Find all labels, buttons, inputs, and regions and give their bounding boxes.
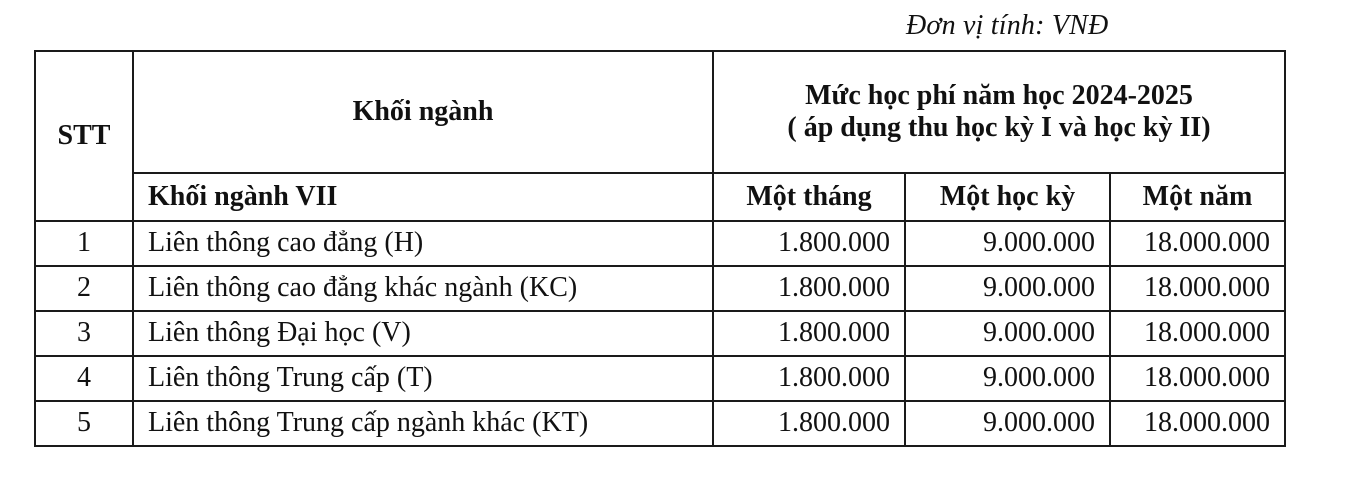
- row-name: Liên thông cao đẳng (H): [133, 221, 713, 266]
- fee-header-line-1: Mức học phí năm học 2024-2025: [805, 79, 1193, 111]
- row-month-fee: 1.800.000: [713, 266, 905, 311]
- row-name: Liên thông Trung cấp (T): [133, 356, 713, 401]
- group-label: Khối ngành VII: [133, 173, 713, 221]
- table-row: [35, 266, 1285, 311]
- fee-header-line-2: ( áp dụng thu học kỳ I và học kỳ II): [787, 112, 1211, 143]
- row-semester-fee: 9.000.000: [905, 356, 1110, 401]
- row-year-fee: 18.000.000: [1110, 401, 1285, 446]
- row-stt: 3: [35, 311, 133, 356]
- row-stt: 4: [35, 356, 133, 401]
- row-semester-fee: 9.000.000: [905, 266, 1110, 311]
- table-subheader-row: [35, 173, 1285, 221]
- table-row: [35, 401, 1285, 446]
- col-month-header: Một tháng: [713, 173, 905, 221]
- table-row: [35, 221, 1285, 266]
- row-month-fee: 1.800.000: [713, 401, 905, 446]
- row-name: Liên thông Đại học (V): [133, 311, 713, 356]
- table-header-row: [35, 51, 1285, 173]
- row-year-fee: 18.000.000: [1110, 221, 1285, 266]
- row-name: Liên thông Trung cấp ngành khác (KT): [133, 401, 713, 446]
- unit-note: Đơn vị tính: VNĐ: [906, 10, 1109, 41]
- table-row: [35, 356, 1285, 401]
- tuition-fee-table: [34, 50, 1286, 447]
- row-name: Liên thông cao đẳng khác ngành (KC): [133, 266, 713, 311]
- row-year-fee: 18.000.000: [1110, 356, 1285, 401]
- row-year-fee: 18.000.000: [1110, 266, 1285, 311]
- row-stt: 1: [35, 221, 133, 266]
- row-semester-fee: 9.000.000: [905, 311, 1110, 356]
- row-month-fee: 1.800.000: [713, 356, 905, 401]
- row-year-fee: 18.000.000: [1110, 311, 1285, 356]
- row-month-fee: 1.800.000: [713, 221, 905, 266]
- col-semester-header: Một học kỳ: [905, 173, 1110, 221]
- fee-header: [713, 51, 1285, 173]
- row-semester-fee: 9.000.000: [905, 401, 1110, 446]
- row-month-fee: 1.800.000: [713, 311, 905, 356]
- row-stt: 5: [35, 401, 133, 446]
- stt-header: STT: [35, 51, 133, 221]
- khoi-nganh-header: Khối ngành: [133, 51, 713, 173]
- row-semester-fee: 9.000.000: [905, 221, 1110, 266]
- table-row: [35, 311, 1285, 356]
- col-year-header: Một năm: [1110, 173, 1285, 221]
- row-stt: 2: [35, 266, 133, 311]
